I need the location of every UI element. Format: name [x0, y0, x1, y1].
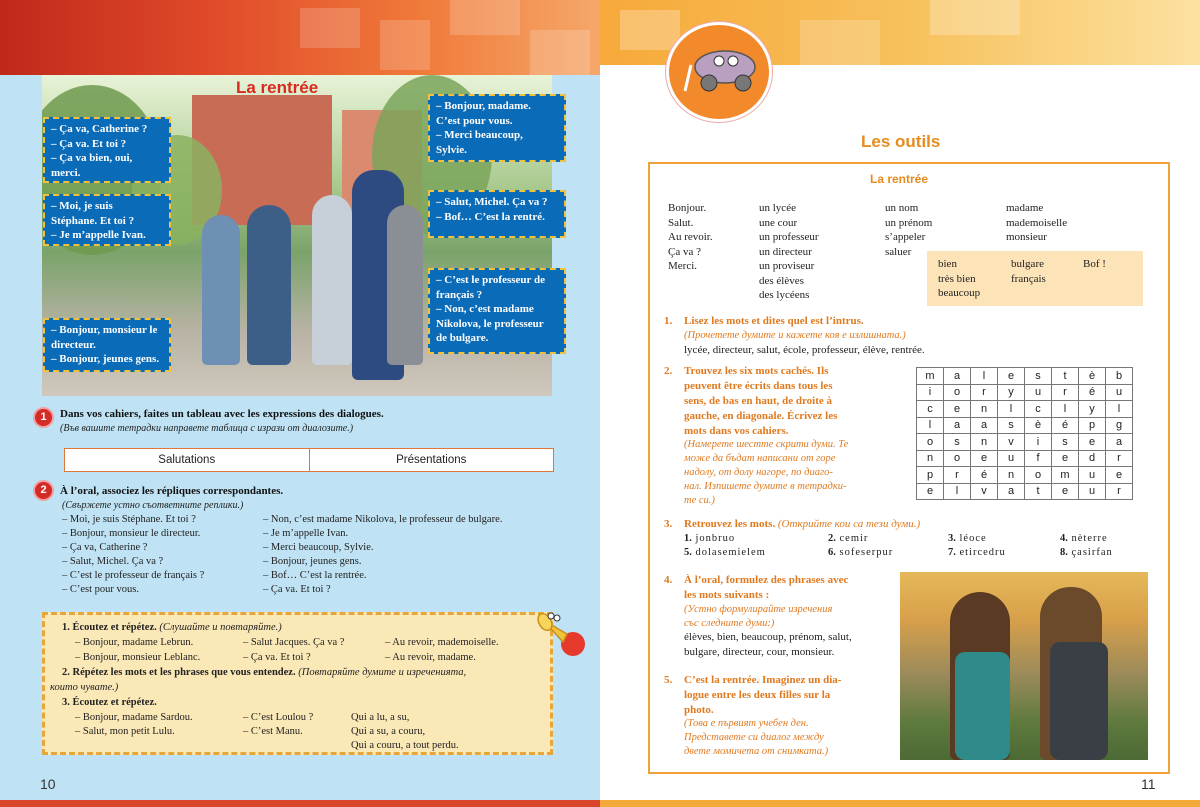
audio-row-2-col-1: – Bonjour, monsieur Leblanc.	[75, 652, 201, 663]
grid-cell: o	[944, 450, 971, 467]
list-item: – Je m’appelle Ivan.	[263, 528, 349, 539]
right-footer-band	[600, 800, 1200, 807]
anagram-7	[948, 547, 1006, 558]
list-item: un nom	[885, 202, 919, 214]
r-exercise-1-words: lycée, directeur, salut, école, professeur, élève, rentrée.	[684, 344, 925, 356]
grid-row	[917, 467, 1133, 484]
grid-cell: p	[917, 467, 944, 484]
grid-cell: o	[944, 384, 971, 401]
text-line: logue entre les deux filles sur la	[684, 689, 831, 701]
anagram-8	[1060, 547, 1113, 558]
list-item: – Bonjour, jeunes gens.	[263, 556, 362, 567]
grid-cell: l	[917, 417, 944, 434]
audio-row-1-col-3: – Au revoir, mademoiselle.	[385, 637, 499, 648]
r-exercise-4-words	[684, 630, 852, 660]
list-item: des lycéens	[759, 289, 810, 301]
vocab-column-titles	[1006, 201, 1067, 245]
grid-cell: e	[944, 401, 971, 418]
text-line: със следните думи:)	[684, 618, 775, 629]
grid-cell: f	[1025, 450, 1052, 467]
bubble-line: Stéphane. Et toi ?	[51, 214, 135, 227]
bubble-line: – C’est le professeur de	[436, 274, 545, 286]
audio-row-4-col-2: – C’est Manu.	[243, 726, 303, 737]
grid-cell: l	[1052, 401, 1079, 418]
table-col-salutations: Salutations	[158, 454, 216, 466]
left-header-band	[0, 0, 600, 75]
page-title-left: La rentrée	[236, 78, 319, 97]
exercise-2-number: 2	[35, 482, 52, 499]
text-line: sens, de bas en haut, de droite à	[684, 395, 833, 407]
list-item: saluer	[885, 245, 912, 258]
grid-cell: e	[998, 368, 1025, 385]
r-exercise-3-title: Retrouvez les mots.	[684, 518, 776, 530]
audio-row-3-col-2: – C’est Loulou ?	[243, 712, 314, 723]
list-item: un proviseur	[759, 260, 815, 272]
grid-cell: v	[998, 434, 1025, 451]
grid-cell: é	[1079, 384, 1106, 401]
text-line: bulgare, directeur, cour, monsieur.	[684, 646, 835, 658]
girls-photo	[900, 572, 1148, 760]
bubble-line: Nikolova, le professeur	[436, 317, 544, 330]
grid-cell: m	[917, 368, 944, 385]
grid-cell: r	[944, 467, 971, 484]
audio-row-1-col-1: – Bonjour, madame Lebrun.	[75, 637, 194, 648]
grid-cell: y	[998, 384, 1025, 401]
exercise-1-instruction: Dans vos cahiers, faites un tableau avec les expressions des dialogues.	[60, 408, 384, 420]
bubble-line: directeur.	[51, 338, 96, 351]
r-exercise-2-number: 2.	[664, 365, 673, 377]
text-line: C’est la rentrée. Imaginez un dia-	[684, 674, 842, 686]
vocab-bof: Bof !	[1083, 258, 1106, 270]
exercise-2-instruction: À l’oral, associez les répliques correspondantes.	[60, 485, 284, 497]
audio-row-4-col-3: Qui a su, a couru,	[351, 726, 426, 737]
grid-cell: d	[1079, 450, 1106, 467]
vocab-title: La rentrée	[870, 172, 929, 186]
r-exercise-2-translation	[684, 438, 860, 508]
grid-cell: i	[917, 384, 944, 401]
grid-cell: a	[971, 417, 998, 434]
page-title-right: Les outils	[861, 132, 941, 151]
list-item: bulgare	[1011, 258, 1044, 270]
list-item: Merci.	[668, 260, 698, 272]
anagram-number: 2.	[828, 533, 836, 544]
grid-cell: a	[944, 368, 971, 385]
list-item: très bien	[938, 272, 976, 285]
list-item: – Ça va, Catherine ?	[62, 542, 148, 553]
list-item: – Salut, Michel. Ça va ?	[62, 556, 164, 567]
text-line: нал. Изпишете думите в тетрадки-	[684, 481, 847, 492]
r-exercise-1-number: 1.	[664, 315, 673, 327]
bubble-line: – Non, c’est madame	[436, 303, 534, 315]
audio-row-3-col-1: – Bonjour, madame Sardou.	[75, 712, 193, 723]
list-item: un directeur	[759, 245, 812, 258]
list-item: – Merci beaucoup, Sylvie.	[263, 542, 374, 553]
audio-section-2-title: 2. Répétez les mots et les phrases que vous entendez.	[62, 667, 296, 678]
vocab-column-adjectives	[1011, 257, 1046, 286]
audio-row-5-col-3: Qui a couru, a tout perdu.	[351, 740, 459, 751]
grid-cell: s	[1052, 434, 1079, 451]
text-line: (Това е първият учебен ден.	[684, 718, 809, 729]
bubble-line: merci.	[51, 166, 81, 179]
bubble-line: – Ça va bien, oui,	[51, 152, 133, 164]
r-exercise-1-heading: Lisez les mots et dites quel est l’intrus.	[684, 315, 864, 327]
grid-cell: e	[1052, 483, 1079, 500]
text-line: élèves, bien, beaucoup, prénom, salut,	[684, 631, 852, 643]
anagram-number: 4.	[1060, 533, 1068, 544]
grid-cell: é	[971, 467, 998, 484]
grid-cell: u	[1025, 384, 1052, 401]
anagram-4	[1060, 533, 1108, 544]
audio-row-2-col-2: – Ça va. Et toi ?	[243, 652, 311, 663]
grid-cell: e	[1079, 434, 1106, 451]
text-line: двете момичета от снимката.)	[684, 746, 829, 757]
bubble-line: – Bonjour, madame.	[436, 100, 531, 112]
text-line: mots dans vos cahiers.	[684, 425, 789, 437]
dialogue-bubble-5	[428, 190, 566, 238]
anagram-word: çasirfan	[1071, 547, 1113, 558]
grid-cell: è	[1079, 368, 1106, 385]
vocab-column-greetings	[668, 201, 713, 274]
grid-cell: è	[1025, 417, 1052, 434]
text-line: les mots suivants :	[684, 589, 770, 601]
list-item: monsieur	[1006, 231, 1047, 243]
text-line: (Намерете шестте скрити думи. Те	[684, 439, 849, 450]
audio-section-2-translation-a: (Повтаряйте думите и изреченията,	[298, 667, 467, 678]
grid-cell: u	[998, 450, 1025, 467]
grid-cell: e	[1052, 450, 1079, 467]
table-col-presentations: Présentations	[309, 449, 554, 471]
bubble-line: français ?	[436, 288, 483, 301]
grid-cell: n	[917, 450, 944, 467]
anagram-word: léoce	[959, 533, 987, 544]
grid-row	[917, 401, 1133, 418]
word-search-grid	[916, 367, 1133, 500]
bubble-line: C’est pour vous.	[436, 114, 513, 127]
grid-cell: s	[1025, 368, 1052, 385]
audio-section-1-heading	[62, 622, 282, 633]
list-item: bien	[938, 258, 957, 270]
dialogue-bubble-6	[428, 268, 566, 354]
text-line: Представете си диалог между	[684, 732, 824, 743]
audio-row-1-col-2: – Salut Jacques. Ça va ?	[243, 637, 345, 648]
grid-cell: a	[944, 417, 971, 434]
text-line: надолу, от долу нагоре, по диаго-	[684, 467, 833, 478]
grid-cell: é	[1052, 417, 1079, 434]
bubble-line: – Bof… C’est la rentré.	[436, 210, 545, 223]
grid-cell: c	[1025, 401, 1052, 418]
bubble-line: – Merci beaucoup,	[436, 129, 523, 141]
grid-cell: a	[1106, 434, 1133, 451]
grid-cell: u	[1079, 483, 1106, 500]
list-item: français	[1011, 272, 1046, 285]
list-item: Au revoir.	[668, 231, 713, 243]
grid-cell: t	[1052, 368, 1079, 385]
anagram-2	[828, 533, 868, 544]
list-item: mademoiselle	[1006, 216, 1068, 229]
grid-cell: r	[1106, 450, 1133, 467]
list-item: un prénom	[885, 216, 933, 229]
grid-cell: l	[998, 401, 1025, 418]
r-exercise-4-heading	[684, 573, 848, 603]
anagram-1	[684, 533, 735, 544]
text-line: Trouvez les six mots cachés. Ils	[684, 365, 829, 377]
r-exercise-3-number: 3.	[664, 518, 673, 530]
page-number-right: 11	[1141, 776, 1156, 792]
bubble-line: – Bonjour, monsieur le	[51, 324, 158, 336]
text-line: À l’oral, formulez des phrases avec	[684, 574, 849, 586]
r-exercise-5-translation	[684, 717, 828, 759]
grid-cell: b	[1106, 368, 1133, 385]
dialogue-bubble-3	[43, 318, 171, 372]
r-exercise-4-number: 4.	[664, 574, 673, 586]
grid-cell: o	[1025, 467, 1052, 484]
vocab-column-adverbs	[938, 257, 980, 301]
dialogue-bubble-4	[428, 94, 566, 162]
anagram-word: etircedru	[959, 547, 1006, 558]
grid-cell: y	[1079, 401, 1106, 418]
grid-cell: m	[1052, 467, 1079, 484]
r-exercise-5-heading	[684, 673, 841, 718]
anagram-number: 3.	[948, 533, 956, 544]
grid-row	[917, 434, 1133, 451]
audio-section-1-translation: (Слушайте и повтаряйте.)	[159, 622, 282, 633]
grid-cell: n	[971, 401, 998, 418]
grid-cell: l	[1106, 401, 1133, 418]
anagram-word: dolasemielem	[695, 547, 766, 558]
list-item: – Non, c’est madame Nikolova, le professeur de bulgare.	[263, 514, 503, 525]
list-item: un professeur	[759, 231, 819, 243]
grid-cell: g	[1106, 417, 1133, 434]
anagram-word: cemir	[839, 533, 869, 544]
exercise-2-translation: (Свържете устно съответните реплики.)	[62, 500, 244, 511]
audio-section-3-title: 3. Écoutez et répétez.	[62, 697, 157, 708]
grid-cell: s	[998, 417, 1025, 434]
text-line: може да бъдат написани от горе	[684, 453, 836, 464]
anagram-number: 1.	[684, 533, 692, 544]
left-footer-band	[0, 800, 600, 807]
grid-row	[917, 483, 1133, 500]
trumpet-icon	[537, 608, 587, 658]
list-item: Salut.	[668, 216, 694, 229]
grid-cell: u	[1106, 384, 1133, 401]
anagram-6	[828, 547, 893, 558]
text-line: photo.	[684, 704, 714, 716]
audio-section-2-heading	[62, 667, 466, 678]
list-item: – Bonjour, monsieur le directeur.	[62, 528, 201, 539]
list-item: – C’est le professeur de français ?	[62, 570, 205, 581]
anagram-5	[684, 547, 766, 558]
grid-cell: o	[917, 434, 944, 451]
text-line: те си.)	[684, 495, 715, 506]
grid-cell: p	[1079, 417, 1106, 434]
grid-cell: l	[971, 368, 998, 385]
dialogue-bubble-2	[43, 194, 171, 246]
list-item: madame	[1006, 202, 1044, 214]
r-exercise-5-number: 5.	[664, 674, 673, 686]
r-exercise-4-translation	[684, 603, 832, 631]
anagram-word: jonbruo	[695, 533, 736, 544]
exercise-1-translation: (Във вашите тетрадки направете таблица с изрази от диалозите.)	[60, 423, 354, 434]
r-exercise-2-heading	[684, 364, 860, 439]
list-item: – Bof… C’est la rentrée.	[263, 570, 367, 581]
list-item: une cour	[759, 216, 798, 229]
bubble-line: de bulgare.	[436, 332, 489, 344]
grid-cell: n	[998, 467, 1025, 484]
audio-row-2-col-3: – Au revoir, madame.	[385, 652, 476, 663]
salutations-table	[64, 448, 554, 472]
list-item: un lycée	[759, 202, 796, 214]
anagram-word: nèterre	[1071, 533, 1108, 544]
anagram-3	[948, 533, 987, 544]
grid-row	[917, 450, 1133, 467]
anagram-number: 8.	[1060, 547, 1068, 558]
grid-row	[917, 384, 1133, 401]
page-number-left: 10	[40, 776, 56, 792]
list-item: Ça va ?	[668, 245, 701, 258]
grid-cell: e	[1106, 467, 1133, 484]
bubble-line: – Je m’appelle Ivan.	[51, 229, 146, 241]
audio-section-2-translation-b: които чувате.)	[50, 682, 119, 693]
bubble-line: – Ça va, Catherine ?	[51, 123, 148, 135]
audio-row-4-col-1: – Salut, mon petit Lulu.	[75, 726, 175, 737]
grid-cell: r	[1052, 384, 1079, 401]
right-page	[600, 0, 1200, 807]
grid-cell: v	[971, 483, 998, 500]
list-item: – Ça va. Et toi ?	[263, 584, 331, 595]
r-exercise-1-translation: (Прочетете думите и кажете коя е излишната.)	[684, 330, 906, 341]
vocab-column-names	[885, 201, 932, 259]
vocab-column-school	[759, 201, 819, 303]
grid-cell: n	[971, 434, 998, 451]
list-item: – C’est pour vous.	[62, 584, 139, 595]
car-mascot-icon	[666, 22, 772, 122]
anagram-number: 5.	[684, 547, 692, 558]
grid-cell: u	[1079, 467, 1106, 484]
list-item: beaucoup	[938, 287, 981, 299]
text-line: (Устно формулирайте изречения	[684, 604, 833, 615]
r-exercise-3-heading	[684, 517, 920, 532]
list-item: des élèves	[759, 274, 804, 287]
exercise-1-number: 1	[35, 409, 52, 426]
bubble-line: – Ça va. Et toi ?	[51, 137, 127, 150]
grid-cell: e	[917, 483, 944, 500]
text-line: gauche, en diagonale. Écrivez les	[684, 410, 838, 422]
dialogue-bubble-1	[43, 117, 171, 183]
grid-row	[917, 417, 1133, 434]
bubble-line: – Moi, je suis	[51, 200, 113, 212]
bubble-line: Sylvie.	[436, 143, 467, 156]
grid-cell: e	[971, 450, 998, 467]
text-line: peuvent être écrits dans tous les	[684, 380, 833, 392]
listening-exercise-box	[42, 612, 553, 755]
audio-section-1-title: 1. Écoutez et répétez.	[62, 622, 157, 633]
grid-cell: l	[944, 483, 971, 500]
bubble-line: – Bonjour, jeunes gens.	[51, 353, 160, 365]
list-item: Bonjour.	[668, 202, 707, 214]
grid-cell: c	[917, 401, 944, 418]
grid-cell: r	[1106, 483, 1133, 500]
list-item: – Moi, je suis Stéphane. Et toi ?	[62, 514, 196, 525]
grid-cell: t	[1025, 483, 1052, 500]
grid-cell: a	[998, 483, 1025, 500]
audio-row-3-col-3: Qui a lu, a su,	[351, 712, 410, 723]
grid-cell: i	[1025, 434, 1052, 451]
bubble-line: – Salut, Michel. Ça va ?	[436, 196, 548, 208]
anagram-word: sofeserpur	[839, 547, 894, 558]
grid-cell: r	[971, 384, 998, 401]
grid-row	[917, 368, 1133, 385]
anagram-number: 6.	[828, 547, 836, 558]
anagram-number: 7.	[948, 547, 956, 558]
r-exercise-3-translation: (Открийте кои са тези думи.)	[777, 518, 921, 530]
list-item: s’appeler	[885, 231, 926, 243]
grid-cell: s	[944, 434, 971, 451]
